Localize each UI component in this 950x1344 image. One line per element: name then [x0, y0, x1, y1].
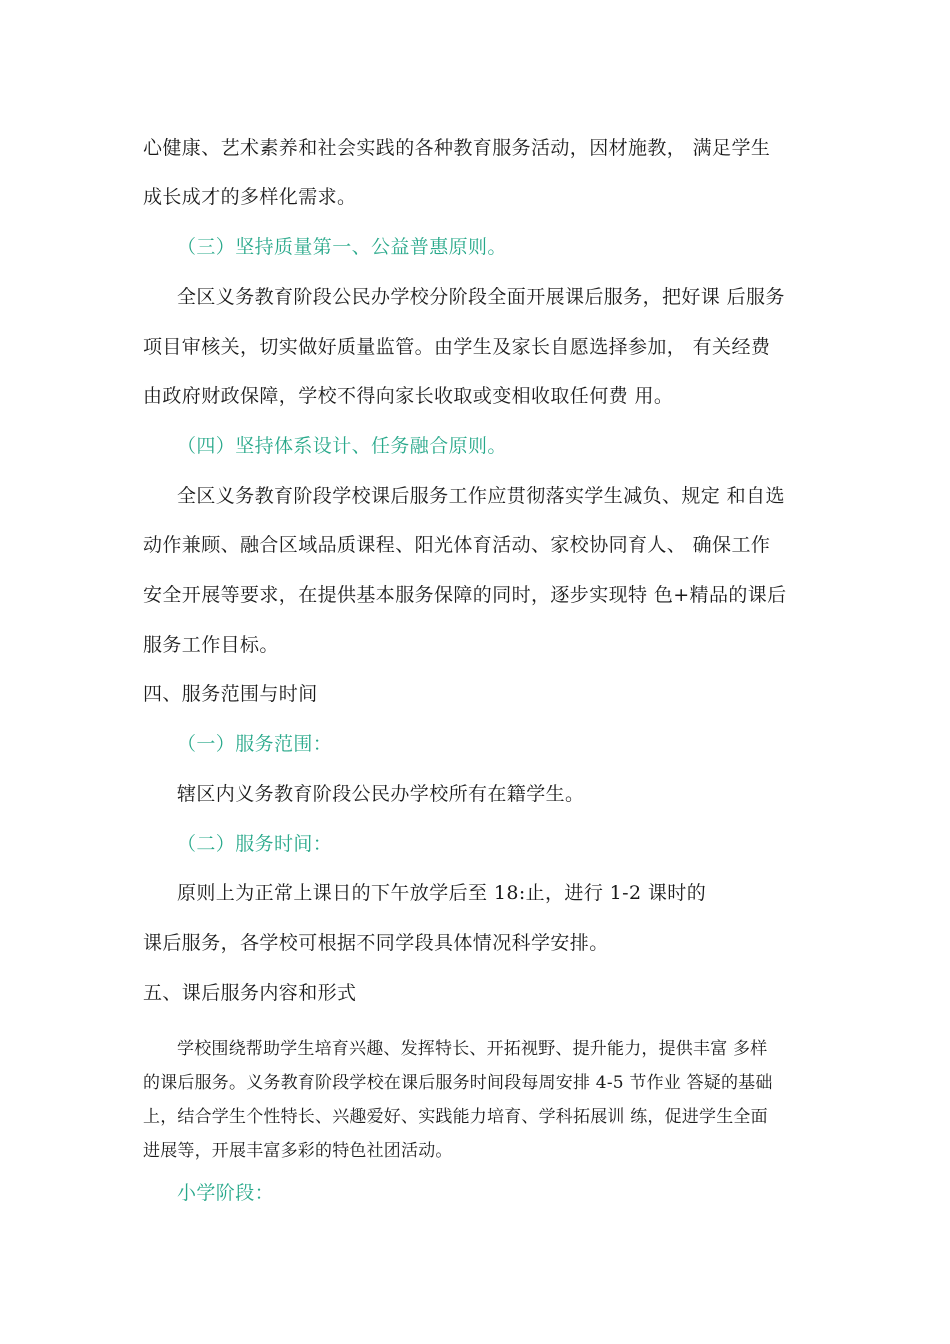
paragraph-line: 心健康、艺术素养和社会实践的各种教育服务活动，因材施教， 满足学生: [143, 137, 771, 159]
paragraph-line: 课后服务，各学校可根据不同学段具体情况科学安排。: [143, 932, 609, 954]
paragraph-line: 项目审核关，切实做好质量监管。由学生及家长自愿选择参加， 有关经费: [143, 336, 771, 358]
subsection-heading: 小学阶段：: [177, 1182, 275, 1204]
subsection-heading: （二）服务时间：: [177, 833, 333, 855]
paragraph-line: 动作兼顾、融合区域品质课程、阳光体育活动、家校协同育人、 确保工作: [143, 534, 771, 556]
subsection-heading: （一）服务范围：: [177, 733, 333, 755]
section-heading: 五、课后服务内容和形式: [143, 982, 357, 1004]
paragraph-line: 原则上为正常上课日的下午放学后至 18:止，进行 1-2 课时的: [177, 882, 707, 904]
paragraph-line: 进展等，开展丰富多彩的特色社团活动。: [143, 1141, 453, 1161]
paragraph-line: 由政府财政保障，学校不得向家长收取或变相收取任何费 用。: [143, 385, 674, 407]
paragraph-line: 全区义务教育阶段公民办学校分阶段全面开展课后服务，把好课 后服务: [177, 286, 785, 308]
section-heading: 四、服务范围与时间: [143, 683, 318, 705]
paragraph-line: 学校围绕帮助学生培育兴趣、发挥特长、开拓视野、提升能力，提供丰富 多样: [177, 1039, 768, 1059]
paragraph-line: 服务工作目标。: [143, 634, 279, 656]
paragraph-line: 辖区内义务教育阶段公民办学校所有在籍学生。: [177, 783, 585, 805]
paragraph-line: 上，结合学生个性特长、兴趣爱好、实践能力培育、学科拓展训 练，促进学生全面: [143, 1107, 768, 1127]
subsection-heading: （四）坚持体系设计、任务融合原则。: [177, 435, 507, 457]
paragraph-line: 的课后服务。义务教育阶段学校在课后服务时间段每周安排 4-5 节作业 答疑的基础: [143, 1073, 773, 1093]
subsection-heading: （三）坚持质量第一、公益普惠原则。: [177, 236, 507, 258]
paragraph-line: 成长成才的多样化需求。: [143, 186, 357, 208]
paragraph-line: 全区义务教育阶段学校课后服务工作应贯彻落实学生减负、规定 和自选: [177, 485, 785, 507]
paragraph-line: 安全开展等要求，在提供基本服务保障的同时，逐步实现特 色+精品的课后: [143, 584, 787, 606]
